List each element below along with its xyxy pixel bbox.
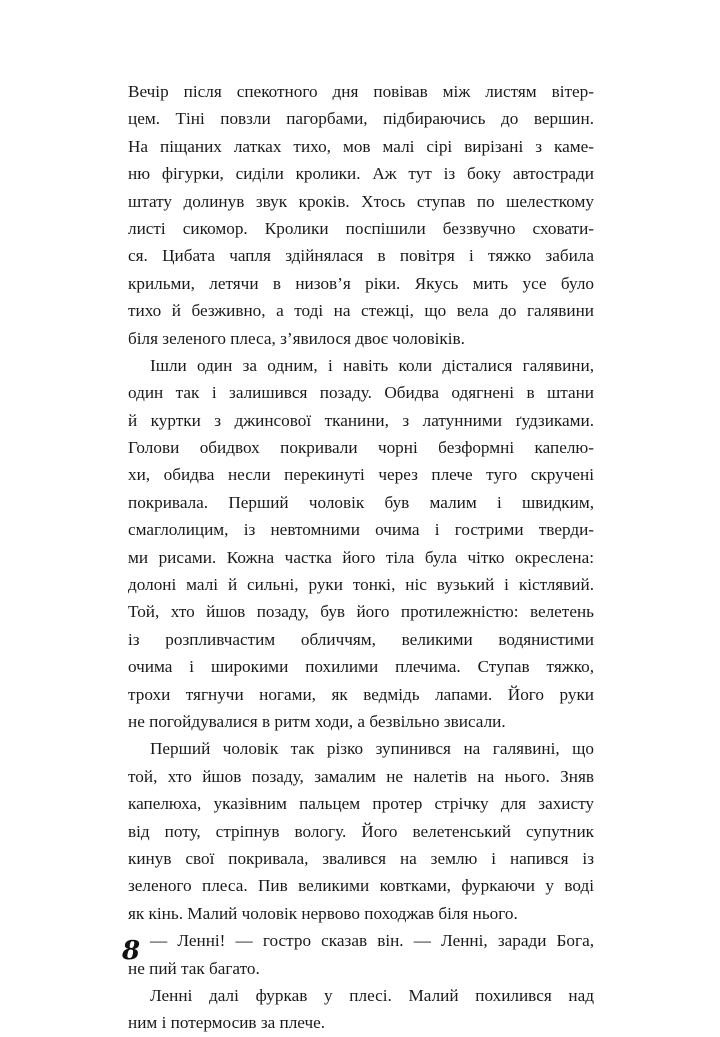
text-line: смаглолицим, із невтомними очима і гострими тверди- <box>128 520 594 540</box>
page-number: 8 <box>122 936 141 966</box>
text-line: один так і залишився позаду. Обидва одягнені в штани <box>128 383 594 403</box>
text-line: цем. Тіні повзли пагорбами, підбираючись до вершин. <box>128 109 594 129</box>
text-line: кинув свої покривала, звалився на землю і напився із <box>128 848 594 868</box>
text-line: трохи тягнучи ногами, як ведмідь лапами. Його руки <box>128 684 594 704</box>
text-line: ним і потермосив за плече. <box>128 1013 326 1033</box>
text-line: Перший чоловік так різко зупинився на галявині, що <box>150 739 594 759</box>
text-line: ню фігурки, сиділи кролики. Аж тут із боку автостради <box>128 164 594 184</box>
text-line: листі сикомор. Кролики поспішили беззвучно сховати- <box>128 218 594 238</box>
text-line: хи, обидва несли перекинуті через плече туго скручені <box>128 465 594 485</box>
paragraph <box>128 982 594 1037</box>
text-line: як кінь. Малий чоловік нервово походжав біля нього. <box>128 903 518 923</box>
text-line: зеленого плеса. Пив великими ковтками, фуркаючи у воді <box>128 876 594 896</box>
paragraph <box>128 927 594 982</box>
text-line: На піщаних латках тихо, мов малі сірі вирізані з каме- <box>128 136 594 156</box>
text-line: крильми, летячи в низов’я ріки. Якусь мить усе було <box>128 273 594 293</box>
text-line: Вечір після спекотного дня повівав між листям вітер- <box>128 82 594 101</box>
text-line: Ленні далі фуркав у плесі. Малий похилився над <box>150 985 594 1005</box>
text-line: й куртки з джинсової тканини, з латунними ґудзиками. <box>128 410 594 430</box>
text-line: очима і широкими похилими плечима. Ступав тяжко, <box>128 657 594 677</box>
text-line: ся. Цибата чапля здійнялася в повітря і тяжко забила <box>128 246 594 266</box>
text-line: — Ленні! — гостро сказав він. — Ленні, заради Бога, <box>150 931 594 951</box>
paragraph <box>128 735 594 927</box>
text-line: біля зеленого плеса, з’явилося двоє чоловіків. <box>128 328 465 348</box>
text-line: тихо й безживно, а тоді на стежці, що вела до галявини <box>128 301 594 321</box>
text-line: капелюха, указівним пальцем протер стрічку для захисту <box>128 794 594 814</box>
text-line: Голови обидвох покривали чорні безформні капелю- <box>128 438 594 458</box>
body-text <box>128 78 594 1037</box>
text-line: Ішли один за одним, і навіть коли дісталися галявини, <box>150 355 594 375</box>
text-line: той, хто йшов позаду, замалим не налетів на нього. Зняв <box>128 766 594 786</box>
text-line: долоні малі й сильні, руки тонкі, ніс вузький і кістлявий. <box>128 575 594 595</box>
text-line: штату долинув звук кроків. Хтось ступав по шелесткому <box>128 191 594 211</box>
text-line: із розпливчастим обличчям, великими водянистими <box>128 629 594 649</box>
text-line: не погойдувалися в ритм ходи, а безвільно звисали. <box>128 711 506 731</box>
paragraph <box>128 352 594 735</box>
text-line: від поту, стріпнув вологу. Його велетенський супутник <box>128 821 594 841</box>
text-line: Той, хто йшов позаду, був його протилежністю: велетень <box>128 602 594 622</box>
text-line: покривала. Перший чоловік був малим і швидким, <box>128 492 594 512</box>
text-line: не пий так багато. <box>128 958 260 978</box>
text-line: ми рисами. Кожна частка його тіла була чітко окреслена: <box>128 547 594 567</box>
paragraph <box>128 78 594 352</box>
